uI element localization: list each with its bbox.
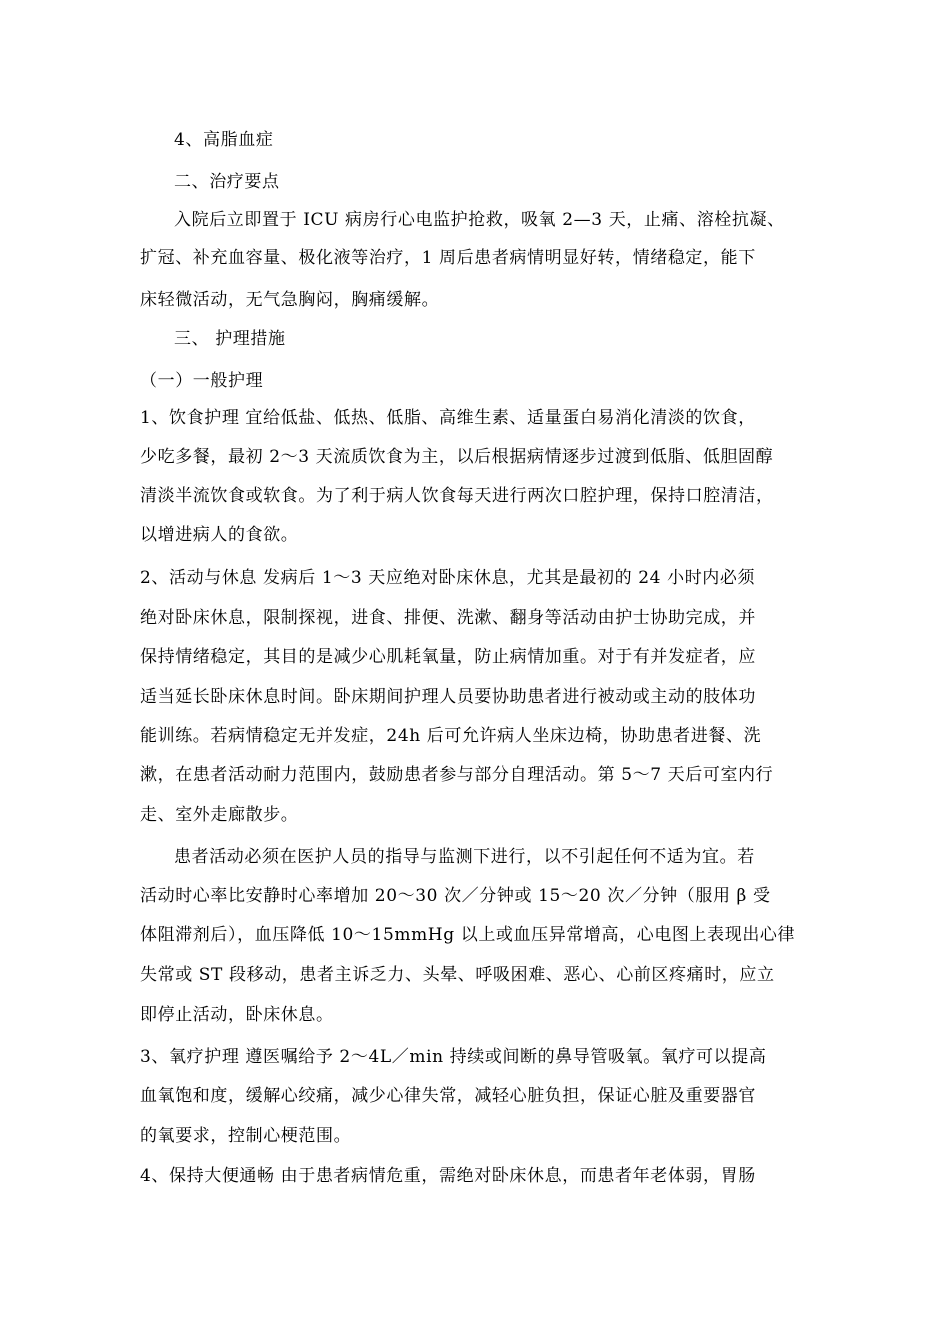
paragraph-line: 床轻微活动，无气急胸闷，胸痛缓解。 — [140, 290, 440, 310]
paragraph-line: 患者活动必须在医护人员的指导与监测下进行，以不引起任何不适为宜。若 — [174, 847, 755, 867]
paragraph-line: 适当延长卧床休息时间。卧床期间护理人员要协助患者进行被动或主动的肢体功 — [140, 687, 756, 707]
paragraph-line: 绝对卧床休息，限制探视，进食、排便、洗漱、翻身等活动由护士协助完成，并 — [140, 608, 756, 628]
paragraph-line: 扩冠、补充血容量、极化液等治疗，1 周后患者病情明显好转，情绪稳定，能下 — [140, 248, 756, 268]
paragraph-line: 保持情绪稳定，其目的是减少心肌耗氧量，防止病情加重。对于有并发症者，应 — [140, 647, 756, 667]
paragraph-line: 少吃多餐，最初 2～3 天流质饮食为主，以后根据病情逐步过渡到低脂、低胆固醇 — [140, 447, 774, 467]
paragraph-line: 活动时心率比安静时心率增加 20～30 次／分钟或 15～20 次／分钟（服用 β 受 — [140, 886, 771, 906]
paragraph-line: 以增进病人的食欲。 — [140, 525, 299, 545]
paragraph-line: 能训练。若病情稳定无并发症，24h 后可允许病人坐床边椅，协助患者进餐、洗 — [140, 726, 762, 746]
list-item-hyperlipidemia: 4、高脂血症 — [174, 130, 274, 150]
paragraph-line: 入院后立即置于 ICU 病房行心电监护抢救，吸氧 2—3 天，止痛、溶栓抗凝、 — [174, 210, 785, 230]
subsection-heading-general: （一）一般护理 — [140, 371, 264, 391]
paragraph-line: 即停止活动，卧床休息。 — [140, 1005, 334, 1025]
paragraph-line: 清淡半流饮食或软食。为了利于病人饮食每天进行两次口腔护理，保持口腔清洁， — [140, 486, 774, 506]
paragraph-line: 体阻滞剂后），血压降低 10～15mmHg 以上或血压异常增高，心电图上表现出心律 — [140, 925, 796, 945]
paragraph-line: 3、氧疗护理 遵医嘱给予 2～4L／min 持续或间断的鼻导管吸氧。氧疗可以提高 — [140, 1047, 767, 1067]
paragraph-line: 的氧要求，控制心梗范围。 — [140, 1126, 352, 1146]
paragraph-line: 漱，在患者活动耐力范围内，鼓励患者参与部分自理活动。第 5～7 天后可室内行 — [140, 765, 774, 785]
section-heading-treatment: 二、治疗要点 — [174, 172, 280, 192]
paragraph-line: 走、室外走廊散步。 — [140, 805, 299, 825]
paragraph-line: 1、饮食护理 宜给低盐、低热、低脂、高维生素、适量蛋白易消化清淡的饮食， — [140, 408, 756, 428]
section-heading-nursing: 三、 护理措施 — [174, 329, 286, 349]
paragraph-line: 血氧饱和度，缓解心绞痛，减少心律失常，减轻心脏负担，保证心脏及重要器官 — [140, 1086, 756, 1106]
paragraph-line: 4、保持大便通畅 由于患者病情危重，需绝对卧床休息，而患者年老体弱，胃肠 — [140, 1166, 756, 1186]
paragraph-line: 失常或 ST 段移动，患者主诉乏力、头晕、呼吸困难、恶心、心前区疼痛时，应立 — [140, 965, 775, 985]
paragraph-line: 2、活动与休息 发病后 1～3 天应绝对卧床休息，尤其是最初的 24 小时内必须 — [140, 568, 756, 588]
